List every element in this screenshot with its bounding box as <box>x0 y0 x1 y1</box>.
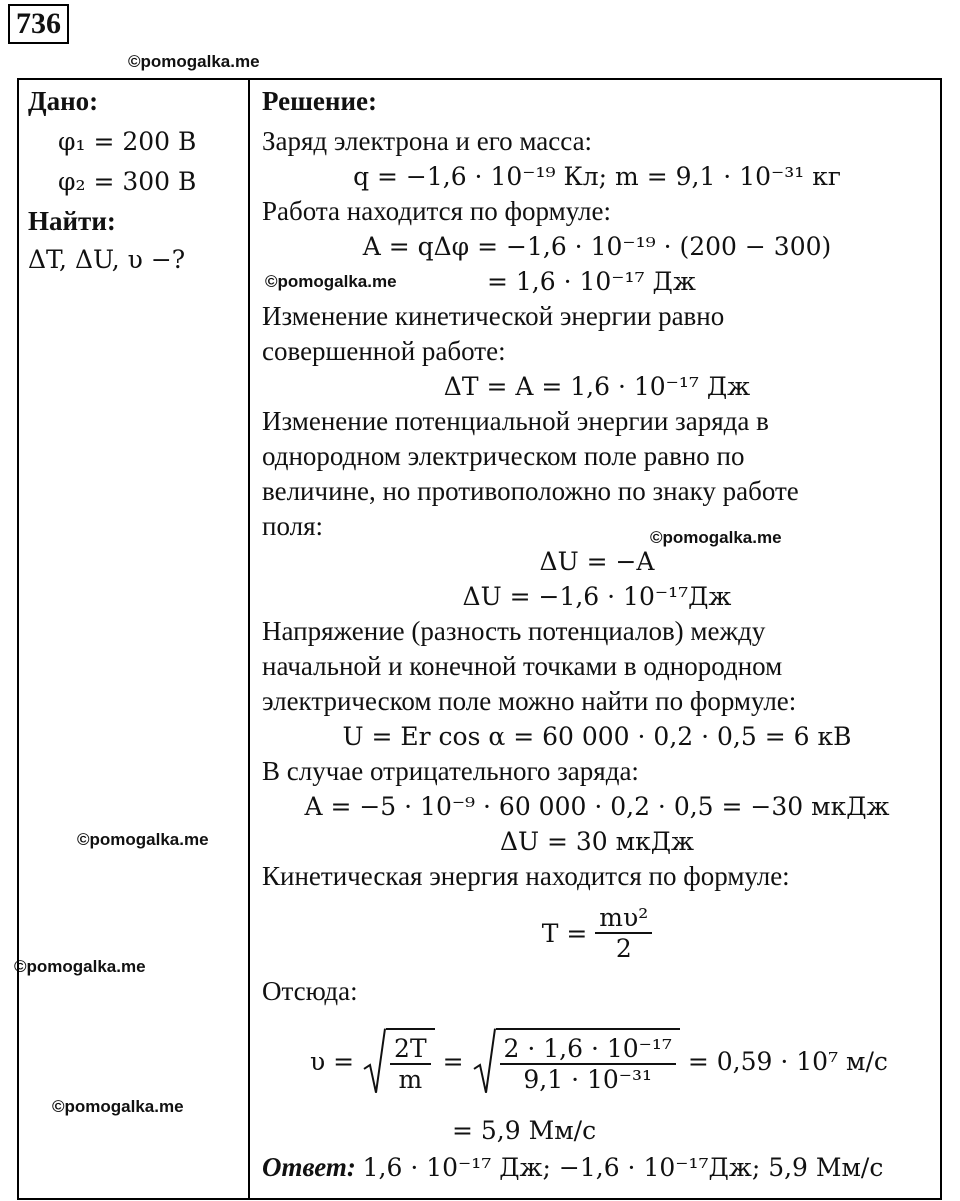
formula-velocity <box>262 1009 932 1113</box>
given-title: Дано: <box>28 86 99 116</box>
answer-line <box>262 1150 932 1185</box>
formula: = 5,9 Мм/с <box>452 1116 597 1145</box>
solution-text: Изменение потенциальной энергии заряда в <box>262 406 769 436</box>
solution-column <box>262 80 932 1185</box>
solution-text: электрическом поле можно найти по формуле: <box>262 686 797 716</box>
fraction <box>390 1034 431 1094</box>
formula-kinetic-energy <box>262 894 932 972</box>
formula: A = −5 · 10⁻⁹ · 60 000 · 0,2 · 0,5 = −30 мкДж <box>304 792 890 821</box>
fraction <box>595 903 652 963</box>
solution-text: Напряжение (разность потенциалов) между <box>262 616 766 646</box>
radical-sign-icon <box>362 1028 386 1094</box>
square-root <box>472 1028 680 1094</box>
solution-text: величине, но противоположно по знаку работе <box>262 476 799 506</box>
fraction-numerator: 2 · 1,6 · 10⁻¹⁷ <box>500 1034 676 1065</box>
fraction-numerator: 2T <box>390 1034 431 1065</box>
solution-title: Решение: <box>262 86 377 116</box>
solution-text: совершенной работе: <box>262 336 506 366</box>
fraction-denominator: 9,1 · 10⁻³¹ <box>523 1065 653 1094</box>
fraction-denominator: 2 <box>615 934 632 963</box>
column-divider <box>248 78 250 1198</box>
watermark: ©pomogalka.me <box>77 830 209 849</box>
formula: A = qΔφ = −1,6 · 10⁻¹⁹ · (200 − 300) <box>362 232 832 261</box>
watermark: ©pomogalka.me <box>52 1097 184 1116</box>
formula: = 1,6 · 10⁻¹⁷ Дж <box>487 267 696 296</box>
watermark: ©pomogalka.me <box>650 528 782 547</box>
formula: U = Er cos α = 60 000 · 0,2 · 0,5 = 6 кВ <box>342 722 852 751</box>
formula: ΔT = A = 1,6 · 10⁻¹⁷ Дж <box>443 372 751 401</box>
solution-text: Кинетическая энергия находится по формуле: <box>262 861 790 891</box>
equals-sign: = <box>442 1046 464 1076</box>
fraction-denominator: m <box>398 1065 423 1094</box>
watermark: ©pomogalka.me <box>265 272 397 291</box>
fraction-numerator: mυ² <box>595 903 652 934</box>
given-phi1: φ₁ = 200 В <box>58 127 197 156</box>
radical-sign-icon <box>472 1028 496 1094</box>
solution-text: начальной и конечной точками в однородном <box>262 651 783 681</box>
formula: ΔU = −1,6 · 10⁻¹⁷Дж <box>462 582 732 611</box>
given-phi2: φ₂ = 300 В <box>58 167 197 196</box>
formula: ΔU = 30 мкДж <box>499 827 695 856</box>
solution-text: Отсюда: <box>262 976 358 1006</box>
watermark: ©pomogalka.me <box>14 957 146 976</box>
solution-text: однородном электрическом поле равно по <box>262 441 745 471</box>
solution-text: В случае отрицательного заряда: <box>262 756 639 786</box>
watermark: ©pomogalka.me <box>128 52 260 71</box>
formula-lhs: T = <box>541 918 588 948</box>
solution-text: поля: <box>262 511 323 541</box>
formula-rhs: = 0,59 · 10⁷ м/с <box>687 1046 888 1076</box>
solution-text: Работа находится по формуле: <box>262 196 611 226</box>
square-root <box>362 1028 435 1094</box>
answer-label: Ответ: <box>262 1152 356 1182</box>
formula: ΔU = −A <box>539 547 655 576</box>
given-column <box>28 80 243 277</box>
fraction <box>500 1034 676 1094</box>
formula: q = −1,6 · 10⁻¹⁹ Кл; m = 9,1 · 10⁻³¹ кг <box>353 162 841 191</box>
find-title: Найти: <box>28 206 116 236</box>
answer-text: 1,6 · 10⁻¹⁷ Дж; −1,6 · 10⁻¹⁷Дж; 5,9 Мм/с <box>362 1153 884 1182</box>
formula-lhs: υ = <box>310 1046 355 1076</box>
problem-number: 736 <box>8 4 69 44</box>
find-quantities: ΔT, ΔU, υ −? <box>28 245 186 274</box>
solution-text: Изменение кинетической энергии равно <box>262 301 725 331</box>
solution-text: Заряд электрона и его масса: <box>262 126 593 156</box>
